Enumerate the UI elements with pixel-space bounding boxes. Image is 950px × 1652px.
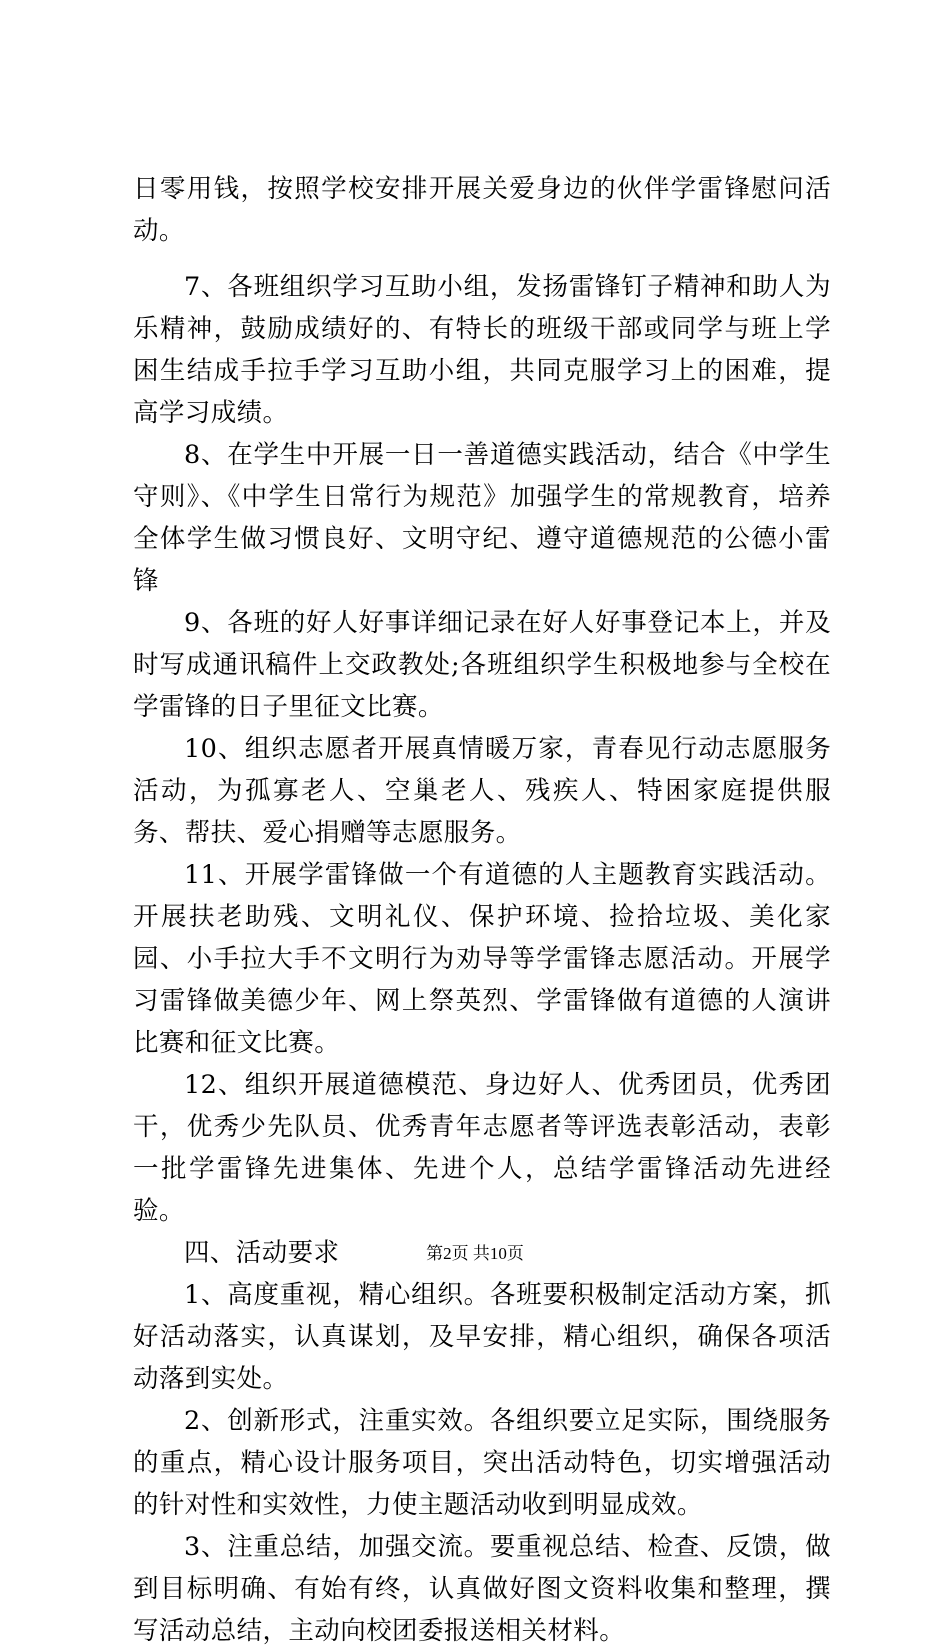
paragraph-item-9: 9、各班的好人好事详细记录在好人好事登记本上，并及时写成通讯稿件上交政教处;各班组织学生积极地参与全校在学雷锋的日子里征文比赛。 [133,608,831,722]
paragraph-item-8: 8、在学生中开展一日一善道德实践活动，结合《中学生守则》、《中学生日常行为规范》加强学生的常规教育，培养全体学生做习惯良好、文明守纪、遵守道德规范的公德小雷锋 [133,440,831,596]
requirement-item-2: 2、创新形式，注重实效。各组织要立足实际，围绕服务的重点，精心设计服务项目，突出活动特色，切实增强活动的针对性和实效性，力使主题活动收到明显成效。 [133,1406,831,1520]
page-number-footer: 第2页 共10页 [426,1244,524,1263]
section-heading-requirements: 四、活动要求 [184,1238,340,1268]
requirement-item-1: 1、高度重视，精心组织。各班要积极制定活动方案，抓好活动落实，认真谋划，及早安排，精心组织，确保各项活动落到实处。 [133,1280,831,1394]
paragraph-item-11: 11、开展学雷锋做一个有道德的人主题教育实践活动。开展扶老助残、文明礼仪、保护环境、捡拾垃圾、美化家园、小手拉大手不文明行为劝导等学雷锋志愿活动。开展学习雷锋做美德少年、网上祭英烈、学雷锋做有道德的人演讲比赛和征文比赛。 [133,860,831,1058]
paragraph-continuation: 日零用钱，按照学校安排开展关爱身边的伙伴学雷锋慰问活动。 [133,174,831,246]
paragraph-item-12: 12、组织开展道德模范、身边好人、优秀团员，优秀团干，优秀少先队员、优秀青年志愿者等评选表彰活动，表彰一批学雷锋先进集体、先进个人，总结学雷锋活动先进经验。 [133,1070,831,1226]
paragraph-item-10: 10、组织志愿者开展真情暖万家，青春见行动志愿服务活动，为孤寡老人、空巢老人、残疾人、特困家庭提供服务、帮扶、爱心捐赠等志愿服务。 [133,734,831,848]
document-body [133,168,831,1652]
requirement-item-3: 3、注重总结，加强交流。要重视总结、检查、反馈，做到目标明确、有始有终，认真做好图文资料收集和整理，撰写活动总结，主动向校团委报送相关材料。 [133,1532,831,1646]
paragraph-item-7: 7、各班组织学习互助小组，发扬雷锋钉子精神和助人为乐精神，鼓励成绩好的、有特长的班级干部或同学与班上学困生结成手拉手学习互助小组，共同克服学习上的困难，提高学习成绩。 [133,272,831,428]
